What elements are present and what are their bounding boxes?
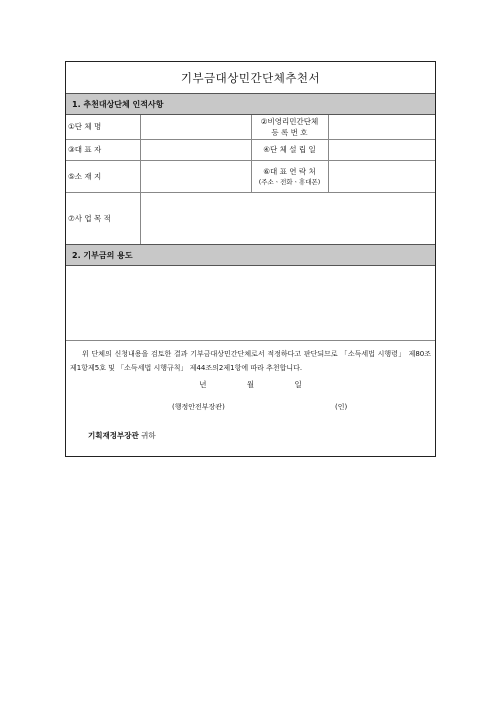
date-year-label: 년 [199, 380, 207, 389]
issuer-line [66, 402, 435, 416]
contact-label [251, 160, 328, 192]
table-row [66, 115, 435, 139]
representative-field[interactable] [140, 139, 251, 160]
date-month-label: 월 [246, 380, 255, 389]
recipient-suffix: 귀하 [141, 431, 156, 440]
registration-number-label [251, 115, 328, 139]
date-day-label: 일 [294, 380, 302, 389]
seal-mark: (인) [335, 403, 348, 411]
address-label: ⑤소 재 지 [66, 160, 140, 192]
issuer-name: (행정안전부장관) [172, 403, 225, 411]
founding-date-field[interactable] [328, 139, 435, 160]
org-name-label: ①단 체 명 [66, 115, 140, 139]
registration-number-label-line1: ②비영리민간단체 [260, 116, 319, 126]
declaration-text: 위 단체의 신청내용을 검토한 결과 기부금대상민간단체로서 적정하다고 판단되므로 「소득세법 시행령」 제80조제1항제5호 및 「소득세법 시행규칙」 제44조의2제1항에 따라 추천합니다. [70, 350, 431, 372]
recipient-line [66, 430, 435, 441]
contact-label-line1: ⑥대 표 연 락 처 [263, 167, 316, 176]
founding-date-label: ④단 체 설 립 일 [251, 139, 328, 160]
table-row [66, 192, 435, 244]
contact-label-line2: (주소ㆍ전화ㆍ휴대폰) [258, 178, 321, 186]
registration-number-field[interactable] [328, 115, 435, 139]
donation-usage-field[interactable] [66, 266, 435, 341]
section1-header: 1. 추천대상단체 인적사항 [66, 93, 435, 115]
contact-field[interactable] [328, 160, 435, 192]
table-row [66, 160, 435, 192]
section2-header: 2. 기부금의 용도 [66, 244, 435, 266]
date-line [66, 379, 435, 390]
table-row [66, 139, 435, 160]
recommendation-form [65, 61, 436, 457]
recipient-name: 기획재정부장관 [88, 431, 139, 440]
business-purpose-field[interactable] [140, 192, 435, 244]
representative-label: ③대 표 자 [66, 139, 140, 160]
address-field[interactable] [140, 160, 251, 192]
form-title: 기부금대상민간단체추천서 [180, 70, 321, 85]
org-name-field[interactable] [140, 115, 251, 139]
registration-number-label-line2: 등 록 번 호 [271, 127, 308, 137]
business-purpose-label: ⑦사 업 목 적 [66, 192, 140, 244]
applicant-info-table [66, 115, 435, 244]
